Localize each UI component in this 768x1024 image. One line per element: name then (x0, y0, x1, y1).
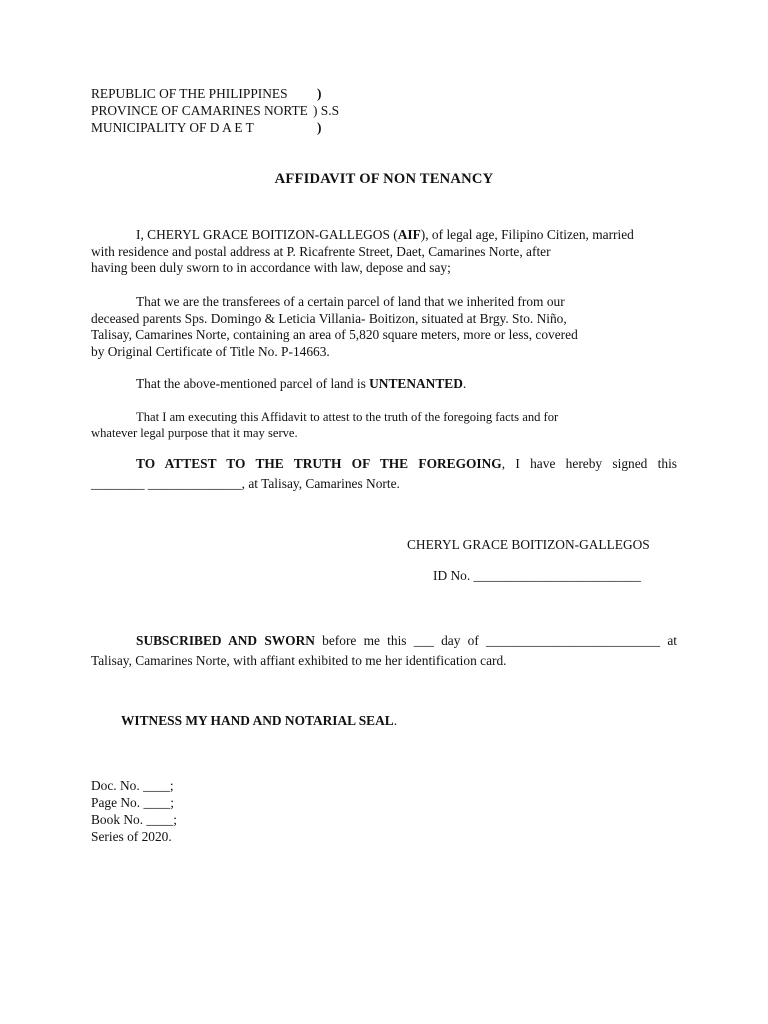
witness-clause: WITNESS MY HAND AND NOTARIAL SEAL. (121, 713, 398, 728)
venue-text: PROVINCE OF CAMARINES NORTE (91, 103, 308, 118)
paragraph-purpose (91, 409, 677, 441)
paragraph-attestation (91, 456, 677, 492)
paragraph-line: Talisay, Camarines Norte, containing an area of 5,820 square meters, more or less, covered (91, 327, 578, 343)
paragraph-land-description (91, 294, 677, 360)
document-title: AFFIDAVIT OF NON TENANCY (274, 171, 494, 187)
paragraph-line: I, CHERYL GRACE BOITIZON-GALLEGOS (AIF), of legal age, Filipino Citizen, married (136, 227, 634, 242)
paragraph-affiant-intro (91, 227, 677, 277)
venue-text: REPUBLIC OF THE PHILIPPINES (91, 86, 288, 101)
series-year: Series of 2020. (91, 829, 172, 844)
notarial-register (91, 777, 177, 845)
venue-line-republic (91, 86, 322, 103)
attest-emphasis: TO ATTEST TO THE TRUTH OF THE FOREGOING (136, 456, 502, 471)
paragraph-jurat (91, 633, 677, 669)
venue-line-municipality (91, 120, 322, 137)
paragraph-line: TO ATTEST TO THE TRUTH OF THE FOREGOING, I have hereby signed this (136, 456, 677, 471)
paragraph-line: having been duly sworn to in accordance with law, depose and say; (91, 260, 451, 276)
paragraph-line: That I am executing this Affidavit to attest to the truth of the foregoing facts and for (136, 410, 559, 424)
doc-number: Doc. No. ____; (91, 778, 174, 793)
paragraph-line: deceased parents Sps. Domingo & Leticia Villania- Boitizon, situated at Brgy. Sto. Niño, (91, 310, 567, 326)
venue-paren: ) (317, 120, 322, 135)
paragraph-line: whatever legal purpose that it may serve. (91, 426, 298, 440)
id-number-line: ID No. _________________________ (433, 568, 641, 583)
venue-paren: ) (317, 86, 322, 101)
venue-text: MUNICIPALITY OF D A E T (91, 120, 254, 135)
aif-abbrev: AIF (397, 227, 421, 242)
venue-line-province (91, 103, 340, 120)
subscribed-sworn-emphasis: SUBSCRIBED AND SWORN (136, 633, 315, 648)
paragraph-line: ________ ______________, at Talisay, Camarines Norte. (91, 475, 400, 491)
untenanted-emphasis: UNTENANTED (369, 376, 463, 391)
paragraph-line: SUBSCRIBED AND SWORN before me this ___ day of __________________________ at (136, 633, 677, 648)
paragraph-line: by Original Certificate of Title No. P-14663. (91, 343, 330, 359)
paragraph-line: Talisay, Camarines Norte, with affiant exhibited to me her identification card. (91, 652, 507, 668)
paragraph-line: with residence and postal address at P. Ricafrente Street, Daet, Camarines Norte, after (91, 243, 551, 259)
book-number: Book No. ____; (91, 812, 177, 827)
paragraph-line: That the above-mentioned parcel of land is UNTENANTED. (136, 376, 467, 391)
paragraph-line: That we are the transferees of a certain parcel of land that we inherited from our (136, 294, 565, 309)
paragraph-untenanted (91, 376, 677, 393)
affiant-name: CHERYL GRACE BOITIZON-GALLEGOS (407, 537, 650, 552)
venue-block (91, 86, 340, 137)
page-number: Page No. ____; (91, 795, 174, 810)
venue-paren-ss: ) S.S (313, 103, 340, 118)
